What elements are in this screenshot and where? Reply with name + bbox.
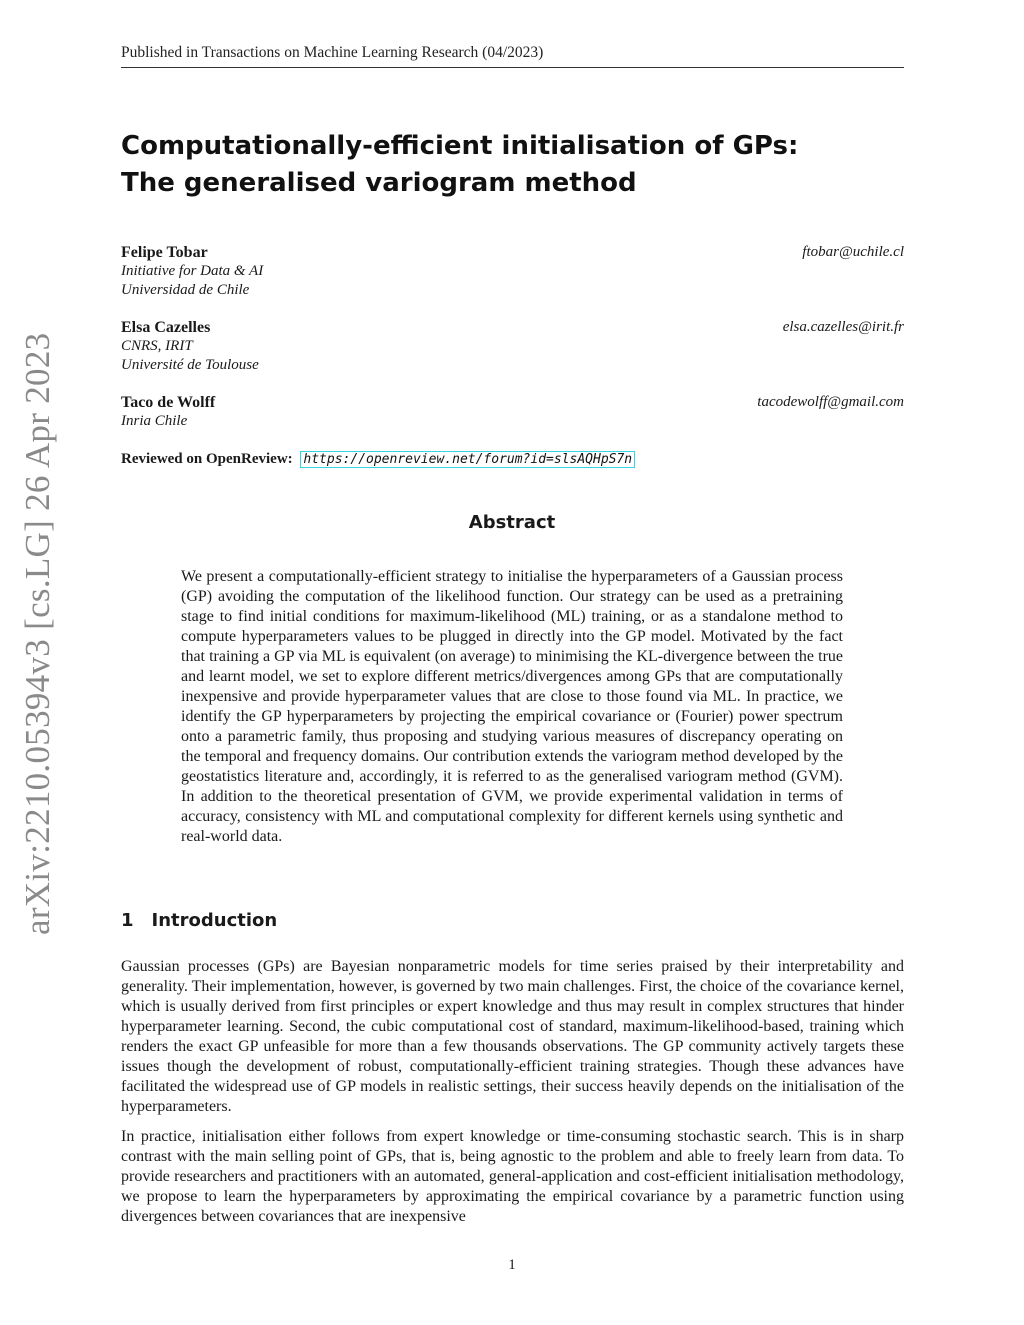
author-affiliation: Universidad de Chile bbox=[121, 282, 250, 298]
openreview-link[interactable]: https://openreview.net/forum?id=slsAQHpS7n bbox=[300, 451, 635, 468]
author-affiliation: CNRS, IRIT bbox=[121, 338, 193, 354]
author-block bbox=[121, 243, 904, 300]
body-paragraph: Gaussian processes (GPs) are Bayesian nonparametric models for time series praised by their interpretability and generality. Their implementation, however, is governed by two main challenges. First, the choice of the covariance kernel, which is usually derived from first principles or expert knowledge and thus may result in complex structures that hinder hyperparameter learning. Second, the cubic computational cost of standard, maximum-likelihood-based, training which renders the exact GP unfeasible for more than a few thousands observations. The GP community actively targets these issues though the development of robust, computationally-efficient training strategies. Though these advances have facilitated the widespread use of GP models in realistic settings, their success heavily depends on the initialisation of the hyperparameters. bbox=[121, 958, 904, 1115]
author-block bbox=[121, 318, 904, 375]
author-name: Taco de Wolff bbox=[121, 394, 216, 411]
author-email: tacodewolff@gmail.com bbox=[757, 394, 904, 410]
paper-title-line-1: Computationally-efficient initialisation of GPs: bbox=[121, 131, 799, 161]
running-header: Published in Transactions on Machine Learning Research (04/2023) bbox=[121, 44, 904, 68]
page-number: 1 bbox=[508, 1257, 516, 1273]
abstract-text: We present a computationally-efficient strategy to initialise the hyperparameters of a Gaussian process (GP) avoiding the computation of the likelihood function. Our strategy can be used as a pretraining stage to find initial conditions for maximum-likelihood (ML) training, or as a standalone method to compute hyperparameters values to be plugged in directly into the GP model. Motivated by the fact that training a GP via ML is equivalent (on average) to minimising the KL-divergence between the true and learnt model, we set to explore different metrics/divergences among GPs that are computationally inexpensive and provide hyperparameter values that are close to those found via ML. In practice, we identify the GP hyperparameters by projecting the empirical covariance or (Fourier) power spectrum onto a parametric family, thus proposing and studying various measures of discrepancy operating on the temporal and frequency domains. Our contribution extends the variogram method developed by the geostatistics literature and, accordingly, it is referred to as the generalised variogram method (GVM). In addition to the theoretical presentation of GVM, we provide experimental validation in terms of accuracy, consistency with ML and computational complexity for different kernels using synthetic and real-world data. bbox=[181, 568, 843, 845]
author-affiliation: Inria Chile bbox=[121, 413, 188, 429]
section-title: Introduction bbox=[151, 910, 278, 931]
author-email: ftobar@uchile.cl bbox=[802, 244, 904, 260]
paper-title bbox=[121, 128, 901, 202]
author-name: Elsa Cazelles bbox=[121, 319, 211, 336]
abstract-heading: Abstract bbox=[468, 512, 556, 533]
author-name: Felipe Tobar bbox=[121, 244, 208, 261]
author-affiliation: Université de Toulouse bbox=[121, 357, 259, 373]
author-email: elsa.cazelles@irit.fr bbox=[782, 319, 904, 335]
author-affiliation: Initiative for Data & AI bbox=[121, 263, 264, 279]
openreview-label: Reviewed on OpenReview: bbox=[121, 451, 293, 467]
section-heading-introduction bbox=[121, 910, 277, 931]
arxiv-identifier-stamp: arXiv:2210.05394v3 [cs.LG] 26 Apr 2023 bbox=[18, 332, 57, 935]
section-number: 1 bbox=[121, 910, 134, 931]
author-block bbox=[121, 393, 904, 431]
openreview-line bbox=[121, 449, 635, 470]
paper-title-line-2: The generalised variogram method bbox=[121, 168, 637, 198]
body-paragraph: In practice, initialisation either follows from expert knowledge or time-consuming stochastic search. This is in sharp contrast with the main selling point of GPs, that is, being agnostic to the problem and able to freely learn from data. To provide researchers and practitioners with an automated, general-application and cost-efficient initialisation methodology, we propose to learn the hyperparameters by approximating the empirical covariance by a parametric function using divergences between covariances that are inexpensive bbox=[121, 1128, 904, 1225]
